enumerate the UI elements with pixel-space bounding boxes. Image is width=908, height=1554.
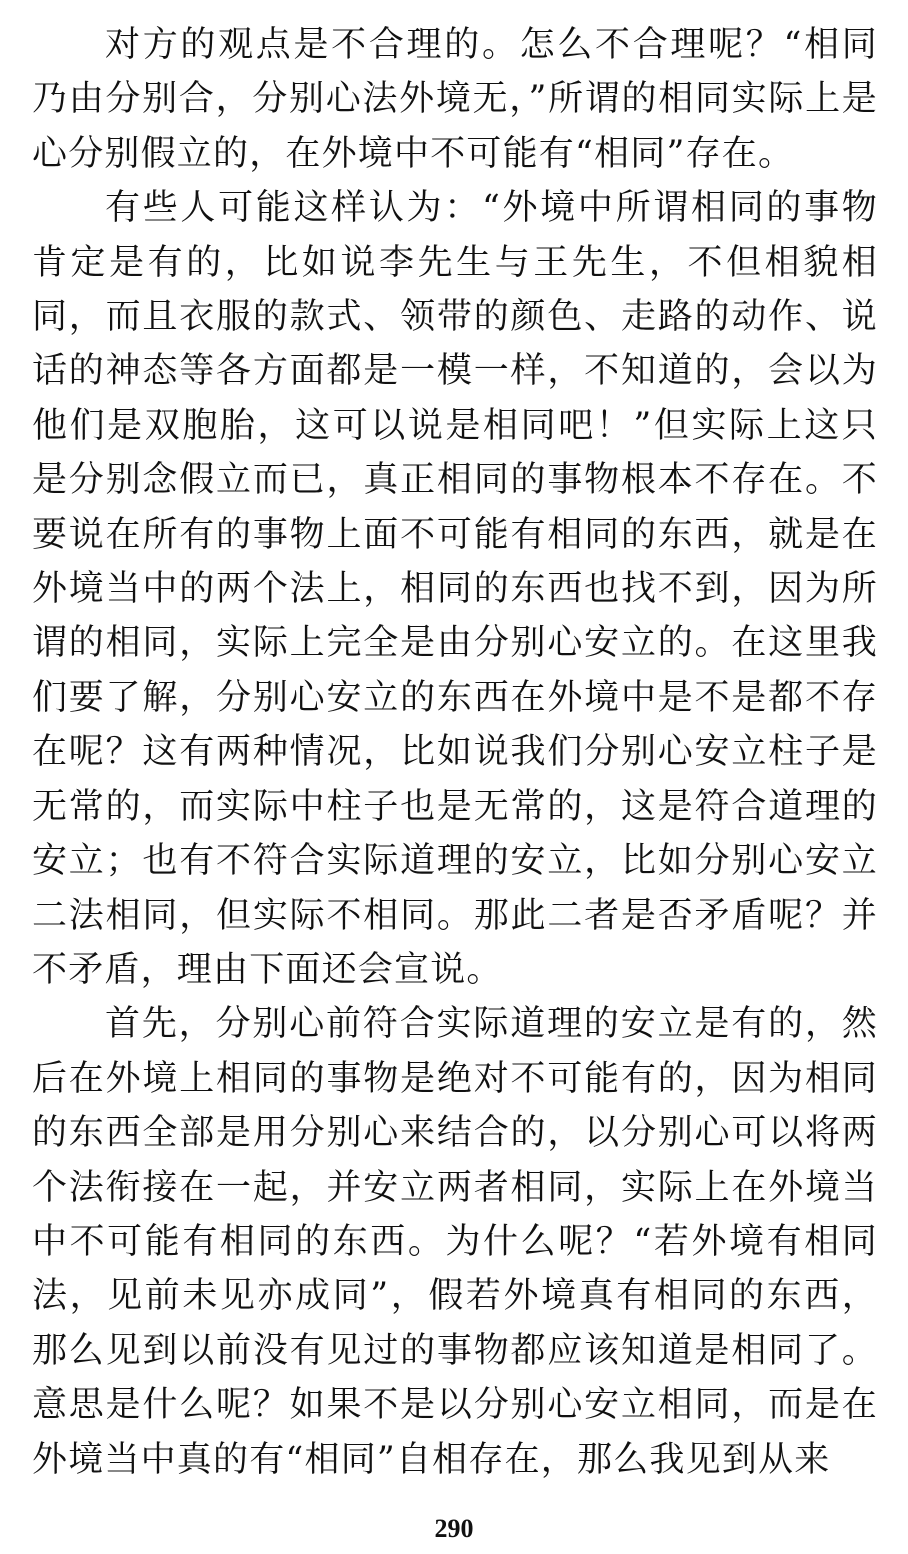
paragraph-3: 首先，分别心前符合实际道理的安立是有的，然后在外境上相同的事物是绝对不可能有的，因为相同的东西全部是用分别心来结合的，以分别心可以将两个法衔接在一起，并安立两者相同，实际上在外境当中不可能有相同的东西。为什么呢？“若外境有相同法，见前未见亦成同”，假若外境真有相同的东西，那么见到以前没有见过的事物都应该知道是相同了。意思是什么呢？如果不是以分别心安立相同，而是在外境当中真的有“相同”自相存在，那么我见到从来 <box>32 1004 878 1480</box>
page-number: 290 <box>434 1514 474 1543</box>
paragraph-2: 有些人可能这样认为：“外境中所谓相同的事物肯定是有的，比如说李先生与王先生，不但相貌相同，而且衣服的款式、领带的颜色、走路的动作、说话的神态等各方面都是一模一样，不知道的，会以为他们是双胞胎，这可以说是相同吧！”但实际上这只是分别念假立而已，真正相同的事物根本不存在。不要说在所有的事物上面不可能有相同的东西，就是在外境当中的两个法上，相同的东西也找不到，因为所谓的相同，实际上完全是由分别心安立的。在这里我们要了解，分别心安立的东西在外境中是不是都不存在呢？这有两种情况，比如说我们分别心安立柱子是无常的，而实际中柱子也是无常的，这是符合道理的安立；也有不符合实际道理的安立，比如分别心安立二法相同，但实际不相同。那此二者是否矛盾呢？并不矛盾，理由下面还会宣说。 <box>32 188 878 990</box>
page-body <box>32 18 878 1487</box>
paragraph-1: 对方的观点是不合理的。怎么不合理呢？“相同乃由分别合，分别心法外境无，”所谓的相同实际上是心分别假立的，在外境中不可能有“相同”存在。 <box>32 25 878 174</box>
